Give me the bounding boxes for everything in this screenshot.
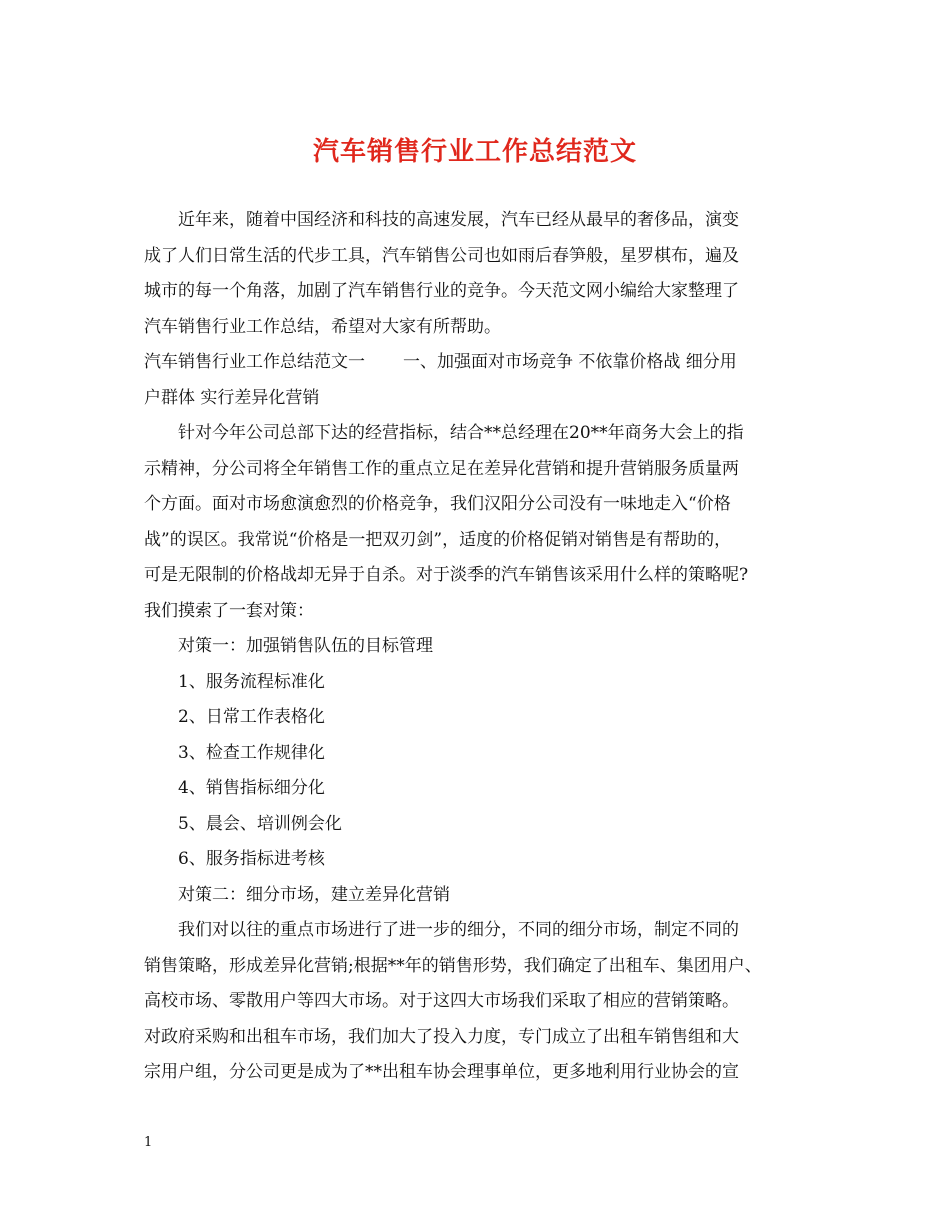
- page-number: 1: [144, 1135, 153, 1150]
- paragraph-line: 示精神，分公司将全年销售工作的重点立足在差异化营销和提升营销服务质量两: [144, 458, 739, 479]
- paragraph-line: 我们摸索了一套对策：: [144, 600, 314, 621]
- paragraph-line: 户群体 实行差异化营销: [144, 387, 320, 408]
- document-title: 汽车销售行业工作总结范文: [312, 137, 637, 167]
- section-title: 汽车销售行业工作总结范文一: [144, 352, 365, 372]
- paragraph-line: 战”的误区。我常说“价格是一把双刃剑”，适度的价格促销对销售是有帮助的，: [144, 529, 732, 550]
- paragraph-line: 个方面。面对市场愈演愈烈的价格竞争，我们汉阳分公司没有一味地走入“价格: [144, 494, 731, 514]
- section-heading-line: [144, 345, 814, 381]
- paragraph-line: 近年来，随着中国经济和科技的高速发展，汽车已经从最早的奢侈品，演变: [178, 210, 739, 230]
- strategy-heading: 对策二：细分市场，建立差异化营销: [178, 884, 450, 905]
- paragraph-line: 对政府采购和出租车市场，我们加大了投入力度，专门成立了出租车销售组和大: [144, 1026, 739, 1047]
- list-item: 6、服务指标进考核: [178, 849, 325, 869]
- strategy-heading: 对策一：加强销售队伍的目标管理: [178, 636, 433, 656]
- paragraph-line: 针对今年公司总部下达的经营指标，结合**总经理在20**年商务大会上的指: [178, 423, 744, 443]
- list-item: 1、服务流程标准化: [178, 671, 325, 692]
- paragraph-line: 我们对以往的重点市场进行了进一步的细分，不同的细分市场，制定不同的: [178, 920, 739, 940]
- section-subheading: 一、加强面对市场竞争 不依靠价格战 细分用: [403, 352, 737, 372]
- list-item: 2、日常工作表格化: [178, 707, 325, 727]
- paragraph-line: 高校市场、零散用户等四大市场。对于这四大市场我们采取了相应的营销策略。: [144, 991, 739, 1011]
- paragraph-line: 汽车销售行业工作总结，希望对大家有所帮助。: [144, 316, 501, 337]
- list-item: 3、检查工作规律化: [178, 742, 325, 763]
- document-body: [144, 203, 814, 1091]
- paragraph-line: 宗用户组，分公司更是成为了**出租车协会理事单位，更多地利用行业协会的宣: [144, 1062, 739, 1082]
- paragraph-line: 可是无限制的价格战却无异于自杀。对于淡季的汽车销售该采用什么样的策略呢?: [144, 565, 749, 585]
- list-item: 4、销售指标细分化: [178, 778, 325, 798]
- paragraph-line: 城市的每一个角落，加剧了汽车销售行业的竞争。今天范文网小编给大家整理了: [144, 281, 739, 301]
- paragraph-line: 销售策略，形成差异化营销;根据**年的销售形势，我们确定了出租车、集团用户、: [144, 955, 762, 976]
- paragraph-line: 成了人们日常生活的代步工具，汽车销售公司也如雨后春笋般，星罗棋布，遍及: [144, 245, 739, 266]
- list-item: 5、晨会、培训例会化: [178, 813, 342, 834]
